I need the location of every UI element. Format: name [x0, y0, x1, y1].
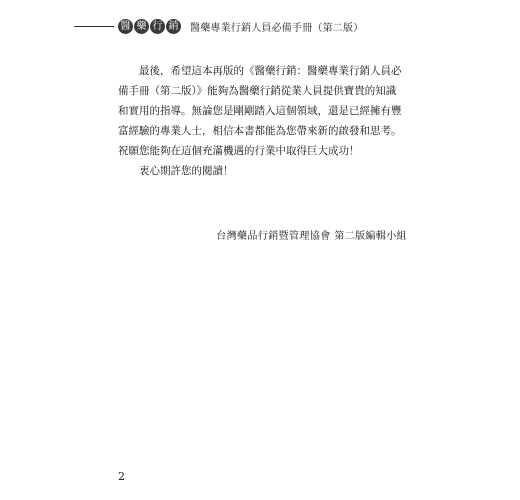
signature: 台灣藥品行銷暨管理協會 第二版編輯小組: [216, 231, 407, 242]
header-circle-char: 行: [150, 19, 165, 34]
body-text: [118, 61, 404, 181]
running-header: [74, 16, 374, 36]
header-series-title: 醫藥專業行銷人員必備手冊（第二版）: [190, 22, 364, 34]
page-number: 2: [118, 470, 125, 483]
header-circle-char: 銷: [166, 19, 181, 34]
header-circle-char: 藥: [134, 19, 149, 34]
header-circle-char: 醫: [118, 19, 133, 34]
paragraph: 最後，希望這本再版的《醫藥行銷：醫藥專業行銷人員必備手冊（第二版）》能夠為醫藥行銷從業人員提供寶貴的知識和實用的指導。無論您是剛剛踏入這個領域，還是已經擁有豐富經驗的專業人士，相信本書都能為您帶來新的啟發和思考。祝願您能夠在這個充滿機遇的行業中取得巨大成功！: [118, 65, 402, 157]
paragraph: 衷心期許您的閱讀！: [139, 165, 234, 177]
header-rule: [74, 26, 114, 27]
